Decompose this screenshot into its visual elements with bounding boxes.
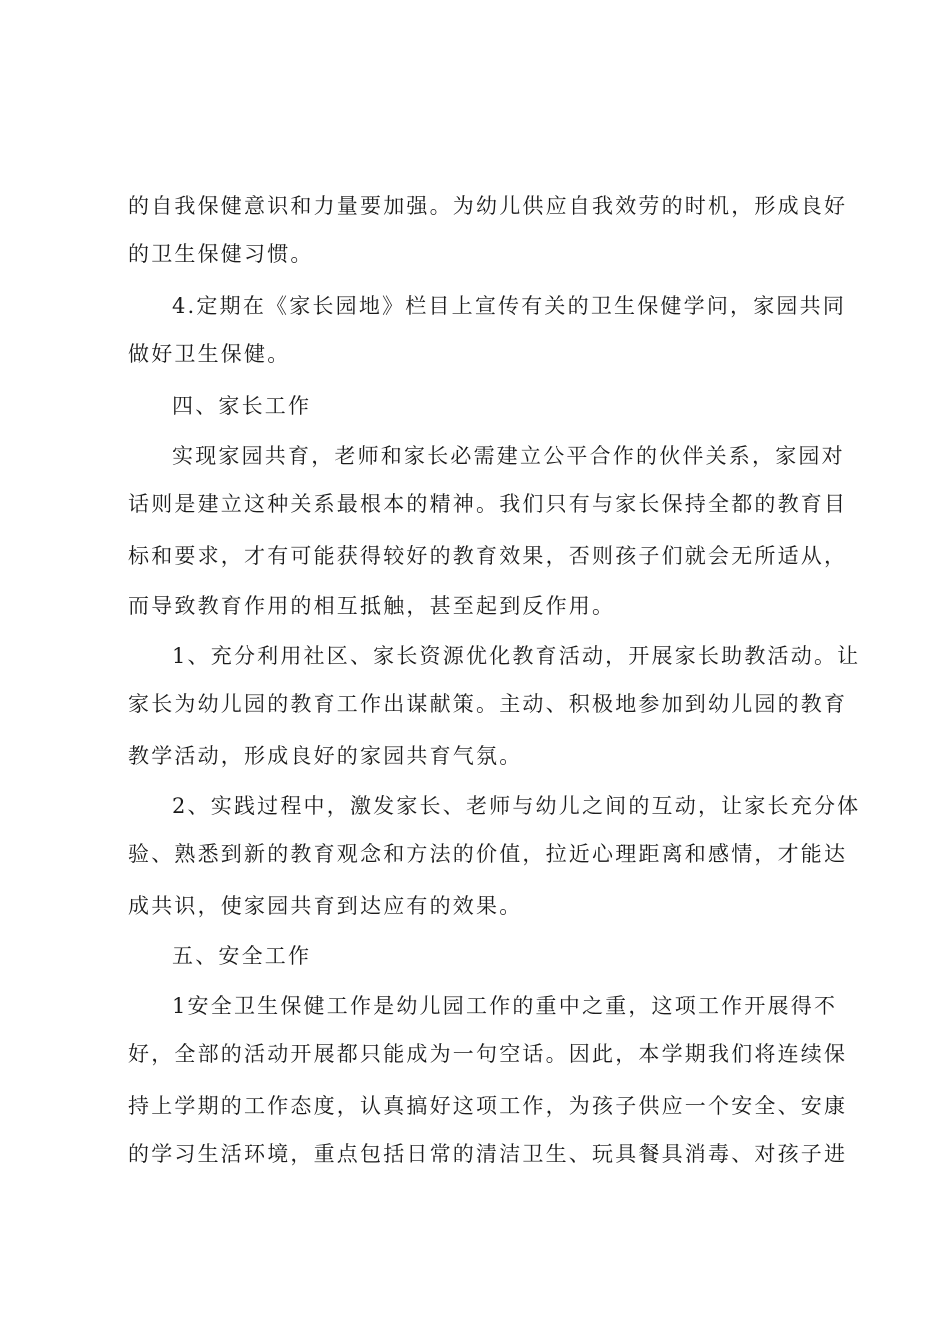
text-line: 实现家园共育，老师和家长必需建立公平合作的伙伴关系，家园对 xyxy=(172,444,845,468)
text-line: 验、熟悉到新的教育观念和方法的价值，拉近心理距离和感情，才能达 xyxy=(128,842,848,866)
text-line: 持上学期的工作态度，认真搞好这项工作，为孩子供应一个安全、安康 xyxy=(128,1094,848,1118)
text-line: 教学活动，形成良好的家园共育气氛。 xyxy=(128,744,523,768)
text-line: 的卫生保健习惯。 xyxy=(128,242,314,266)
section-heading: 四、家长工作 xyxy=(172,394,312,418)
text-line: 好，全部的活动开展都只能成为一句空话。因此，本学期我们将连续保 xyxy=(128,1042,848,1066)
text-line: 1、充分利用社区、家长资源优化教育活动，开展家长助教活动。让 xyxy=(172,644,861,668)
text-line: 2、实践过程中，激发家长、老师与幼儿之间的互动，让家长充分体 xyxy=(172,794,861,818)
text-line: 4.定期在《家长园地》栏目上宣传有关的卫生保健学问，家园共同 xyxy=(172,294,847,318)
text-line: 做好卫生保健。 xyxy=(128,342,291,366)
text-line: 家长为幼儿园的教育工作出谋献策。主动、积极地参加到幼儿园的教育 xyxy=(128,692,848,716)
section-heading: 五、安全工作 xyxy=(172,944,312,968)
text-line: 1安全卫生保健工作是幼儿园工作的重中之重，这项工作开展得不 xyxy=(172,994,838,1018)
text-line: 的自我保健意识和力量要加强。为幼儿供应自我效劳的时机，形成良好 xyxy=(128,194,848,218)
text-line: 话则是建立这种关系最根本的精神。我们只有与家长保持全都的教育目 xyxy=(128,492,848,516)
text-line: 成共识，使家园共育到达应有的效果。 xyxy=(128,894,523,918)
text-line: 标和要求，才有可能获得较好的教育效果，否则孩子们就会无所适从， xyxy=(128,544,848,568)
text-line: 而导致教育作用的相互抵触，甚至起到反作用。 xyxy=(128,594,616,618)
text-line: 的学习生活环境，重点包括日常的清洁卫生、玩具餐具消毒、对孩子进 xyxy=(128,1142,848,1166)
